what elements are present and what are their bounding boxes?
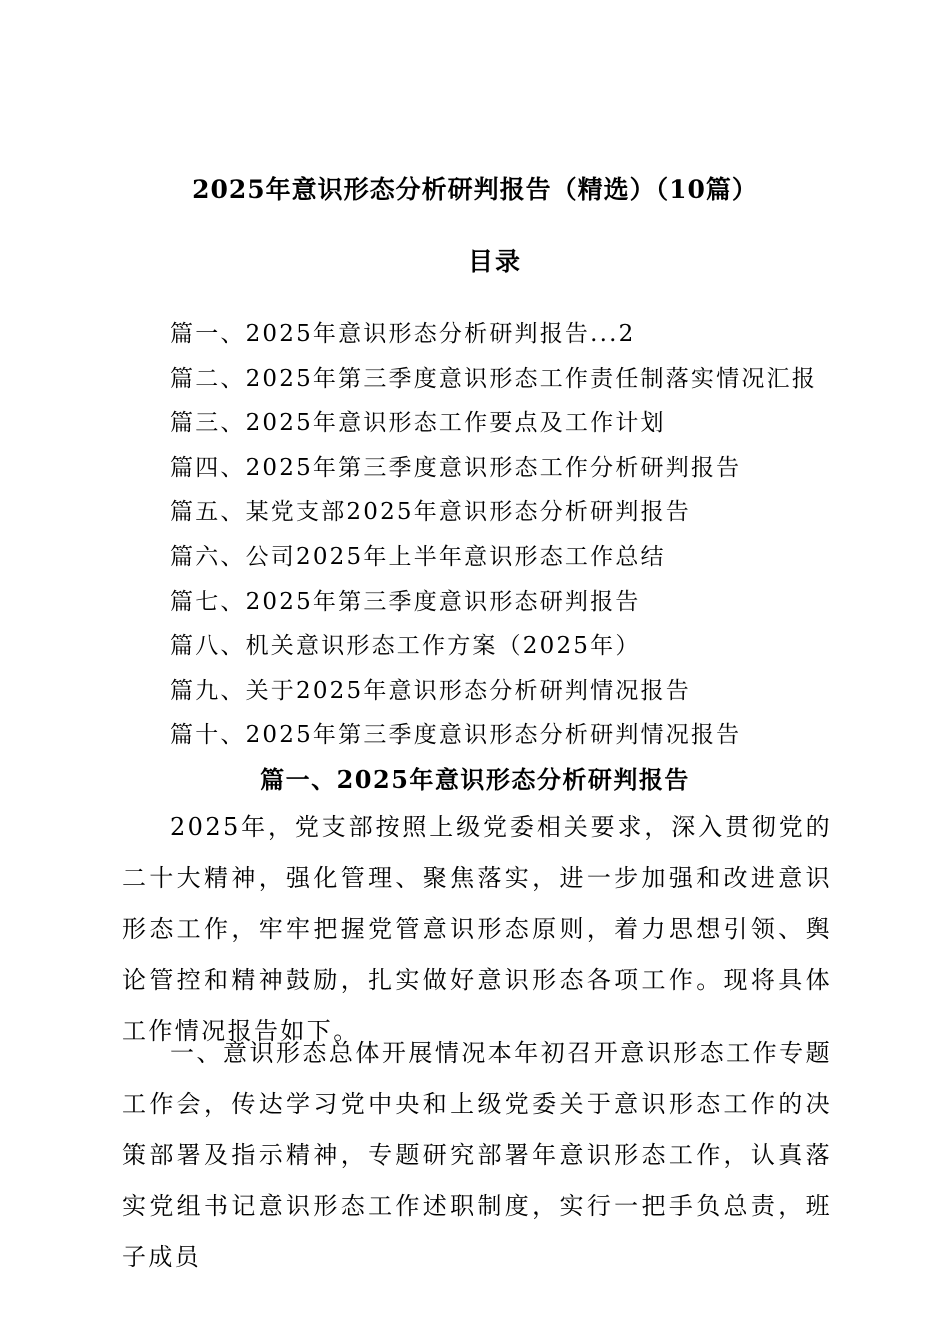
table-of-contents bbox=[170, 312, 870, 758]
document-title: 2025年意识形态分析研判报告（精选）（10篇） bbox=[192, 175, 758, 204]
toc-item-3: 篇三、2025年意识形态工作要点及工作计划 bbox=[170, 410, 666, 437]
toc-item-7: 篇七、2025年第三季度意识形态研判报告 bbox=[170, 588, 641, 615]
section-title: 篇一、2025年意识形态分析研判报告 bbox=[260, 765, 690, 794]
toc-item-8: 篇八、机关意识形态工作方案（2025年） bbox=[170, 633, 641, 660]
body-paragraph-1: 2025年，党支部按照上级党委相关要求，深入贯彻党的二十大精神，强化管理、聚焦落实，进一步加强和改进意识形态工作，牢牢把握党管意识形态原则，着力思想引领、舆论管控和精神鼓励，扎实做好意识形态各项工作。现将具体工作情况报告如下。 bbox=[122, 813, 832, 1045]
toc-item-4: 篇四、2025年第三季度意识形态工作分析研判报告 bbox=[170, 454, 742, 481]
toc-item-10: 篇十、2025年第三季度意识形态分析研判情况报告 bbox=[170, 722, 742, 749]
toc-item-1: 篇一、2025年意识形态分析研判报告...2 bbox=[170, 321, 636, 347]
toc-item-9: 篇九、关于2025年意识形态分析研判情况报告 bbox=[170, 677, 691, 704]
toc-item-5: 篇五、某党支部2025年意识形态分析研判报告 bbox=[170, 499, 691, 526]
toc-item-2: 篇二、2025年第三季度意识形态工作责任制落实情况汇报 bbox=[170, 365, 817, 392]
toc-item-6: 篇六、公司2025年上半年意识形态工作总结 bbox=[170, 543, 666, 570]
body-paragraph-2: 一、意识形态总体开展情况本年初召开意识形态工作专题工作会，传达学习党中央和上级党委关于意识形态工作的决策部署及指示精神，专题研究部署年意识形态工作，认真落实党组书记意识形态工作述职制度，实行一把手负总责，班子成员 bbox=[122, 1039, 832, 1271]
toc-heading: 目录 bbox=[467, 247, 522, 276]
